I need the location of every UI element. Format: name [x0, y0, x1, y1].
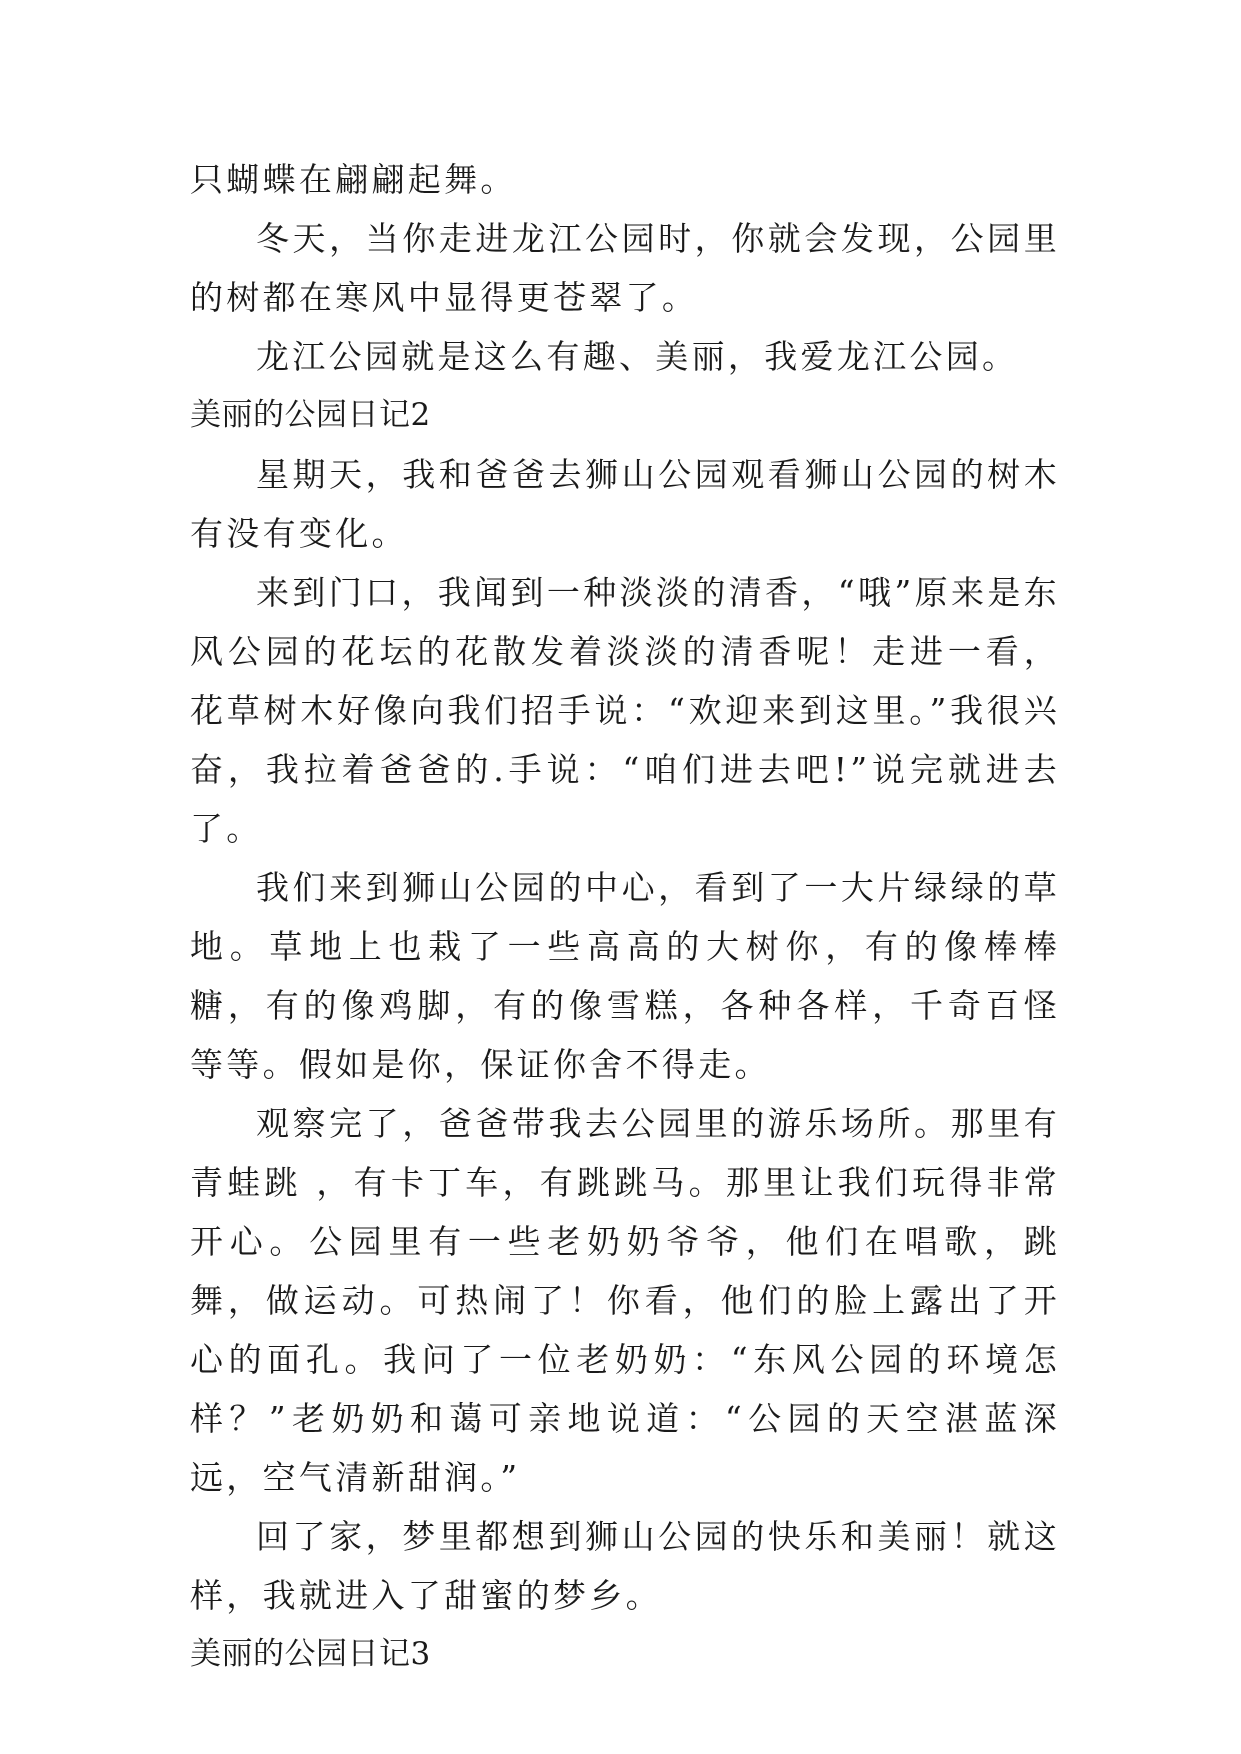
paragraph: 冬天，当你走进龙江公园时，你就会发现，公园里的树都在寒风中显得更苍翠了。	[190, 219, 1060, 317]
paragraph: 我们来到狮山公园的中心，看到了一大片绿绿的草地。草地上也栽了一些高高的大树你，有的像棒棒糖，有的像鸡脚，有的像雪糕，各种各样，千奇百怪等等。假如是你，保证你舍不得走。	[190, 868, 1060, 1084]
document-body	[190, 150, 1060, 1684]
paragraph: 龙江公园就是这么有趣、美丽，我爱龙江公园。	[256, 337, 1019, 376]
section-heading: 美丽的公园日记2	[190, 397, 431, 433]
section-heading: 美丽的公园日记3	[190, 1636, 431, 1672]
paragraph: 来到门口，我闻到一种淡淡的清香，“哦”原来是东风公园的花坛的花散发着淡淡的清香呢！走进一看，花草树木好像向我们招手说：“欢迎来到这里。”我很兴奋，我拉着爸爸的.手说：“咱们进去吧!”说完就进去了。	[190, 573, 1060, 848]
paragraph: 回了家，梦里都想到狮山公园的快乐和美丽！就这样，我就进入了甜蜜的梦乡。	[190, 1517, 1060, 1615]
paragraph: 星期天，我和爸爸去狮山公园观看狮山公园的树木有没有变化。	[190, 455, 1060, 553]
paragraph-continued: 只蝴蝶在翩翩起舞。	[190, 160, 517, 199]
paragraph: 观察完了，爸爸带我去公园里的游乐场所。那里有青蛙跳 ，有卡丁车，有跳跳马。那里让我们玩得非常开心。公园里有一些老奶奶爷爷，他们在唱歌，跳舞，做运动。可热闹了！你看，他们的脸上露出了开心的面孔。我问了一位老奶奶：“东风公园的环境怎样？”老奶奶和蔼可亲地说道：“公园的天空湛蓝深远，空气清新甜润。”	[190, 1104, 1060, 1497]
